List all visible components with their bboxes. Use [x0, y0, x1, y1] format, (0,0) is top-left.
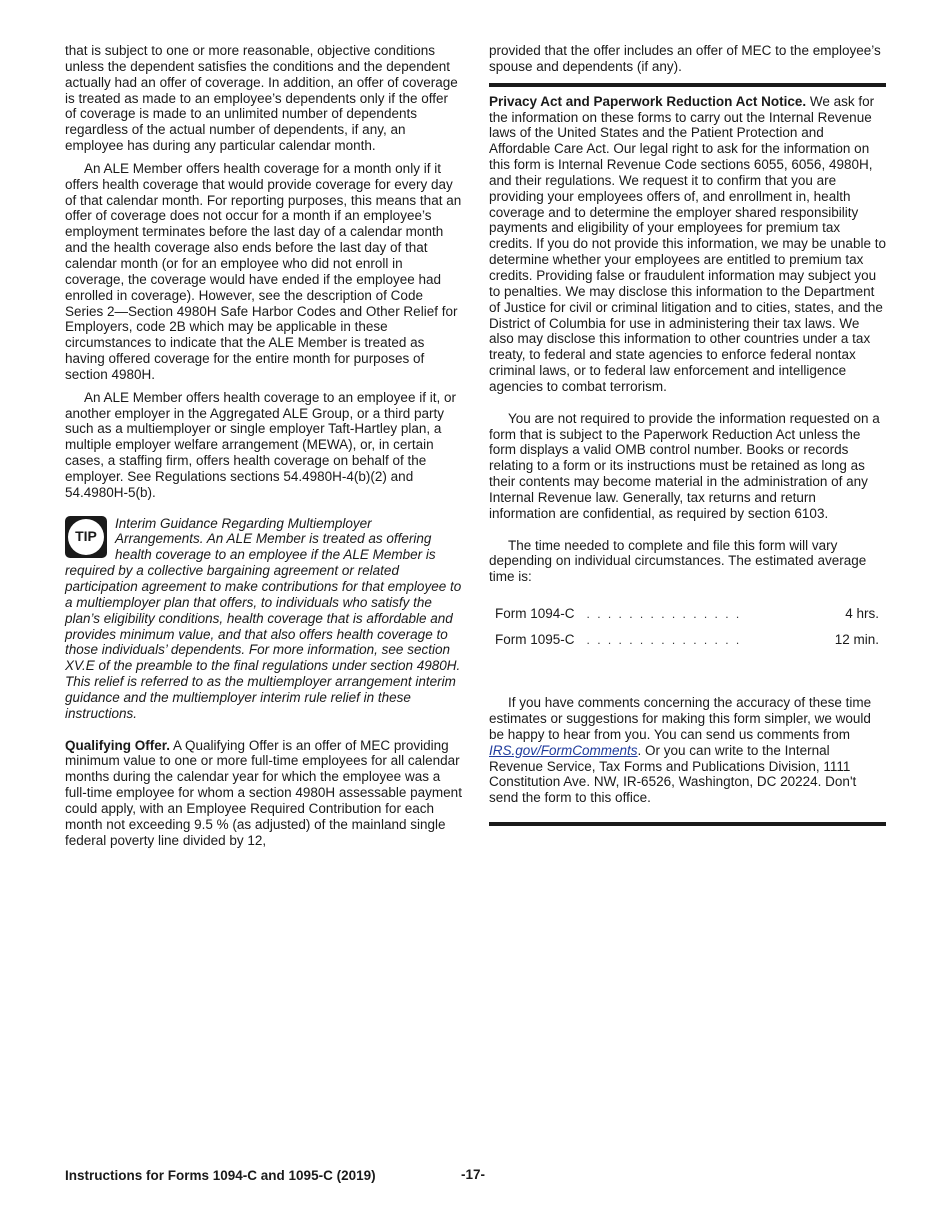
tip-block [65, 516, 462, 722]
paragraph-privacy-notice [489, 94, 886, 395]
section-divider-bottom [489, 822, 886, 826]
footer-title: Instructions for Forms 1094-C and 1095-C (2019) [65, 1168, 376, 1183]
tip-text: Interim Guidance Regarding Multiemployer Arrangements. An ALE Member is treated as offering health coverage to an employee if the ALE Member is required by a collective bargaining agreement or related participation agreement to make contributions for that employee to a multiemployer plan that offers, to individuals who satisfy the plan’s eligibility conditions, health coverage that is affordable and provides minimum value, and that also offers health coverage to those individuals’ dependents. For more information, see section XV.E of the preamble to the final regulations under section 4980H. This relief is referred to as the multiemployer arrangement interim guidance and the multiemployer interim rule relief in these instructions. [65, 515, 462, 721]
privacy-text: We ask for the information on these forms to carry out the Internal Revenue laws of the United States and the Patient Protection and Affordable Care Act. Our legal right to ask for the information on this form is Internal Revenue Code sections 6055, 6056, 4980H, and their regulations. We request it to confirm that you are providing your employees offers of, and enrollment in, health coverage and to determine the employer shared responsibility payments and eligibility of your employees for premium tax credits. If you do not provide this information, we may be unable to determine whether your employees are entitled to premium tax credits. Providing false or fraudulent information may subject you to penalties. We may disclose this information to the Department of Justice for civil or criminal litigation and to cities, states, and the District of Columbia for use in administering their tax laws. We also may disclose this information to other countries under a tax treaty, to federal and state agencies to enforce federal nontax criminal laws, or to federal law enforcement and intelligence agencies to combat terrorism. [489, 93, 886, 394]
paragraph-other-employer: An ALE Member offers health coverage to an employee if it, or another employer in the Aggregated ALE Group, or a third party such as a multiemployer or single employer Taft-Hartley plan, a multiple employer welfare arrangement (MEWA), or, in certain cases, a staffing firm, offers health coverage on behalf of the employer. See Regulations sections 54.4980H-4(b)(2) and 54.4980H-5(b). [65, 389, 456, 500]
time-value: 4 hrs. [845, 606, 879, 622]
paragraph-month-coverage: An ALE Member offers health coverage for a month only if it offers health coverage that would provide coverage for every day of that calendar month. For reporting purposes, this means that an offer of coverage does not occur for a month if an employee’s employment terminates before the last day of a calendar month and the health coverage also ends before the last day of that calendar month (or for an employee who did not enroll in coverage, the coverage would have ended if the employee had enrolled in coverage). However, see the description of Code Series 2—Section 4980H Safe Harbor Codes and Other Relief for Employers, code 2B which may be applicable in these circumstances to indicate that the ALE Member is treated as having offered coverage for the entire month for purposes of section 4980H. [65, 160, 462, 382]
time-row-1094c [489, 606, 886, 632]
privacy-heading: Privacy Act and Paperwork Reduction Act Notice. [489, 93, 807, 109]
qualifying-offer-text: A Qualifying Offer is an offer of MEC providing minimum value to one or more full-time employees for all calendar months during the calendar year for which the employee was a full-time employee for whom a section 4980H assessable payment could apply, with an Employee Required Contribution for each month not exceeding 9.5 % (as adjusted) of the mainland single federal poverty line divided by 12, [65, 737, 462, 848]
right-column [489, 43, 886, 826]
paragraph-dependents: that is subject to one or more reasonable, objective conditions unless the dependent satisfies the conditions and the dependent actually had an offer of coverage. In addition, an offer of coverage is treated as made to an employee’s dependents only if the offer of coverage is made to an unlimited number of dependents regardless of the actual number of dependents, if any, an employee has during any particular calendar month. [65, 43, 458, 154]
left-column [65, 43, 462, 849]
paragraph-mec-offer: provided that the offer includes an offer of MEC to the employee’s spouse and dependents (if any). [489, 43, 881, 74]
form-comments-link[interactable]: IRS.gov/FormComments [489, 742, 638, 758]
time-value: 12 min. [834, 632, 879, 648]
qualifying-offer-heading: Qualifying Offer. [65, 737, 171, 753]
time-estimate-table [489, 606, 886, 658]
tip-label: TIP [75, 527, 97, 544]
paragraph-qualifying-offer [65, 738, 462, 849]
time-form-label: Form 1095-C [495, 632, 575, 648]
tip-icon [65, 516, 107, 558]
time-form-label: Form 1094-C [495, 606, 575, 622]
time-row-1095c [489, 632, 886, 658]
leader-dots: . . . . . . . . . . . . . . . [586, 633, 742, 648]
section-divider-top [489, 83, 886, 87]
paragraph-omb: You are not required to provide the information requested on a form that is subject to the Paperwork Reduction Act unless the form displays a valid OMB control number. Books or records relating to a form or its instructions must be retained as long as their contents may become material in the administration of any Internal Revenue law. Generally, tax returns and return information are confidential, as required by section 6103. [489, 410, 880, 521]
paragraph-comments [489, 695, 886, 806]
paragraph-time-estimate: The time needed to complete and file this form will vary depending on individual circumstances. The estimated average time is: [489, 537, 867, 585]
page-number: -17- [461, 1167, 486, 1182]
leader-dots: . . . . . . . . . . . . . . . [586, 607, 742, 622]
comments-text-b: . Or you can write to the Internal Revenue Service, Tax Forms and Publications Division, 1111 Constitution Ave. NW, IR-6526, Washington, DC 20224. Don't send the form to this office. [489, 742, 857, 806]
comments-text-a: If you have comments concerning the accuracy of these time estimates or suggestions for making this form simpler, we would be happy to hear from you. You can send us comments from [489, 695, 872, 742]
